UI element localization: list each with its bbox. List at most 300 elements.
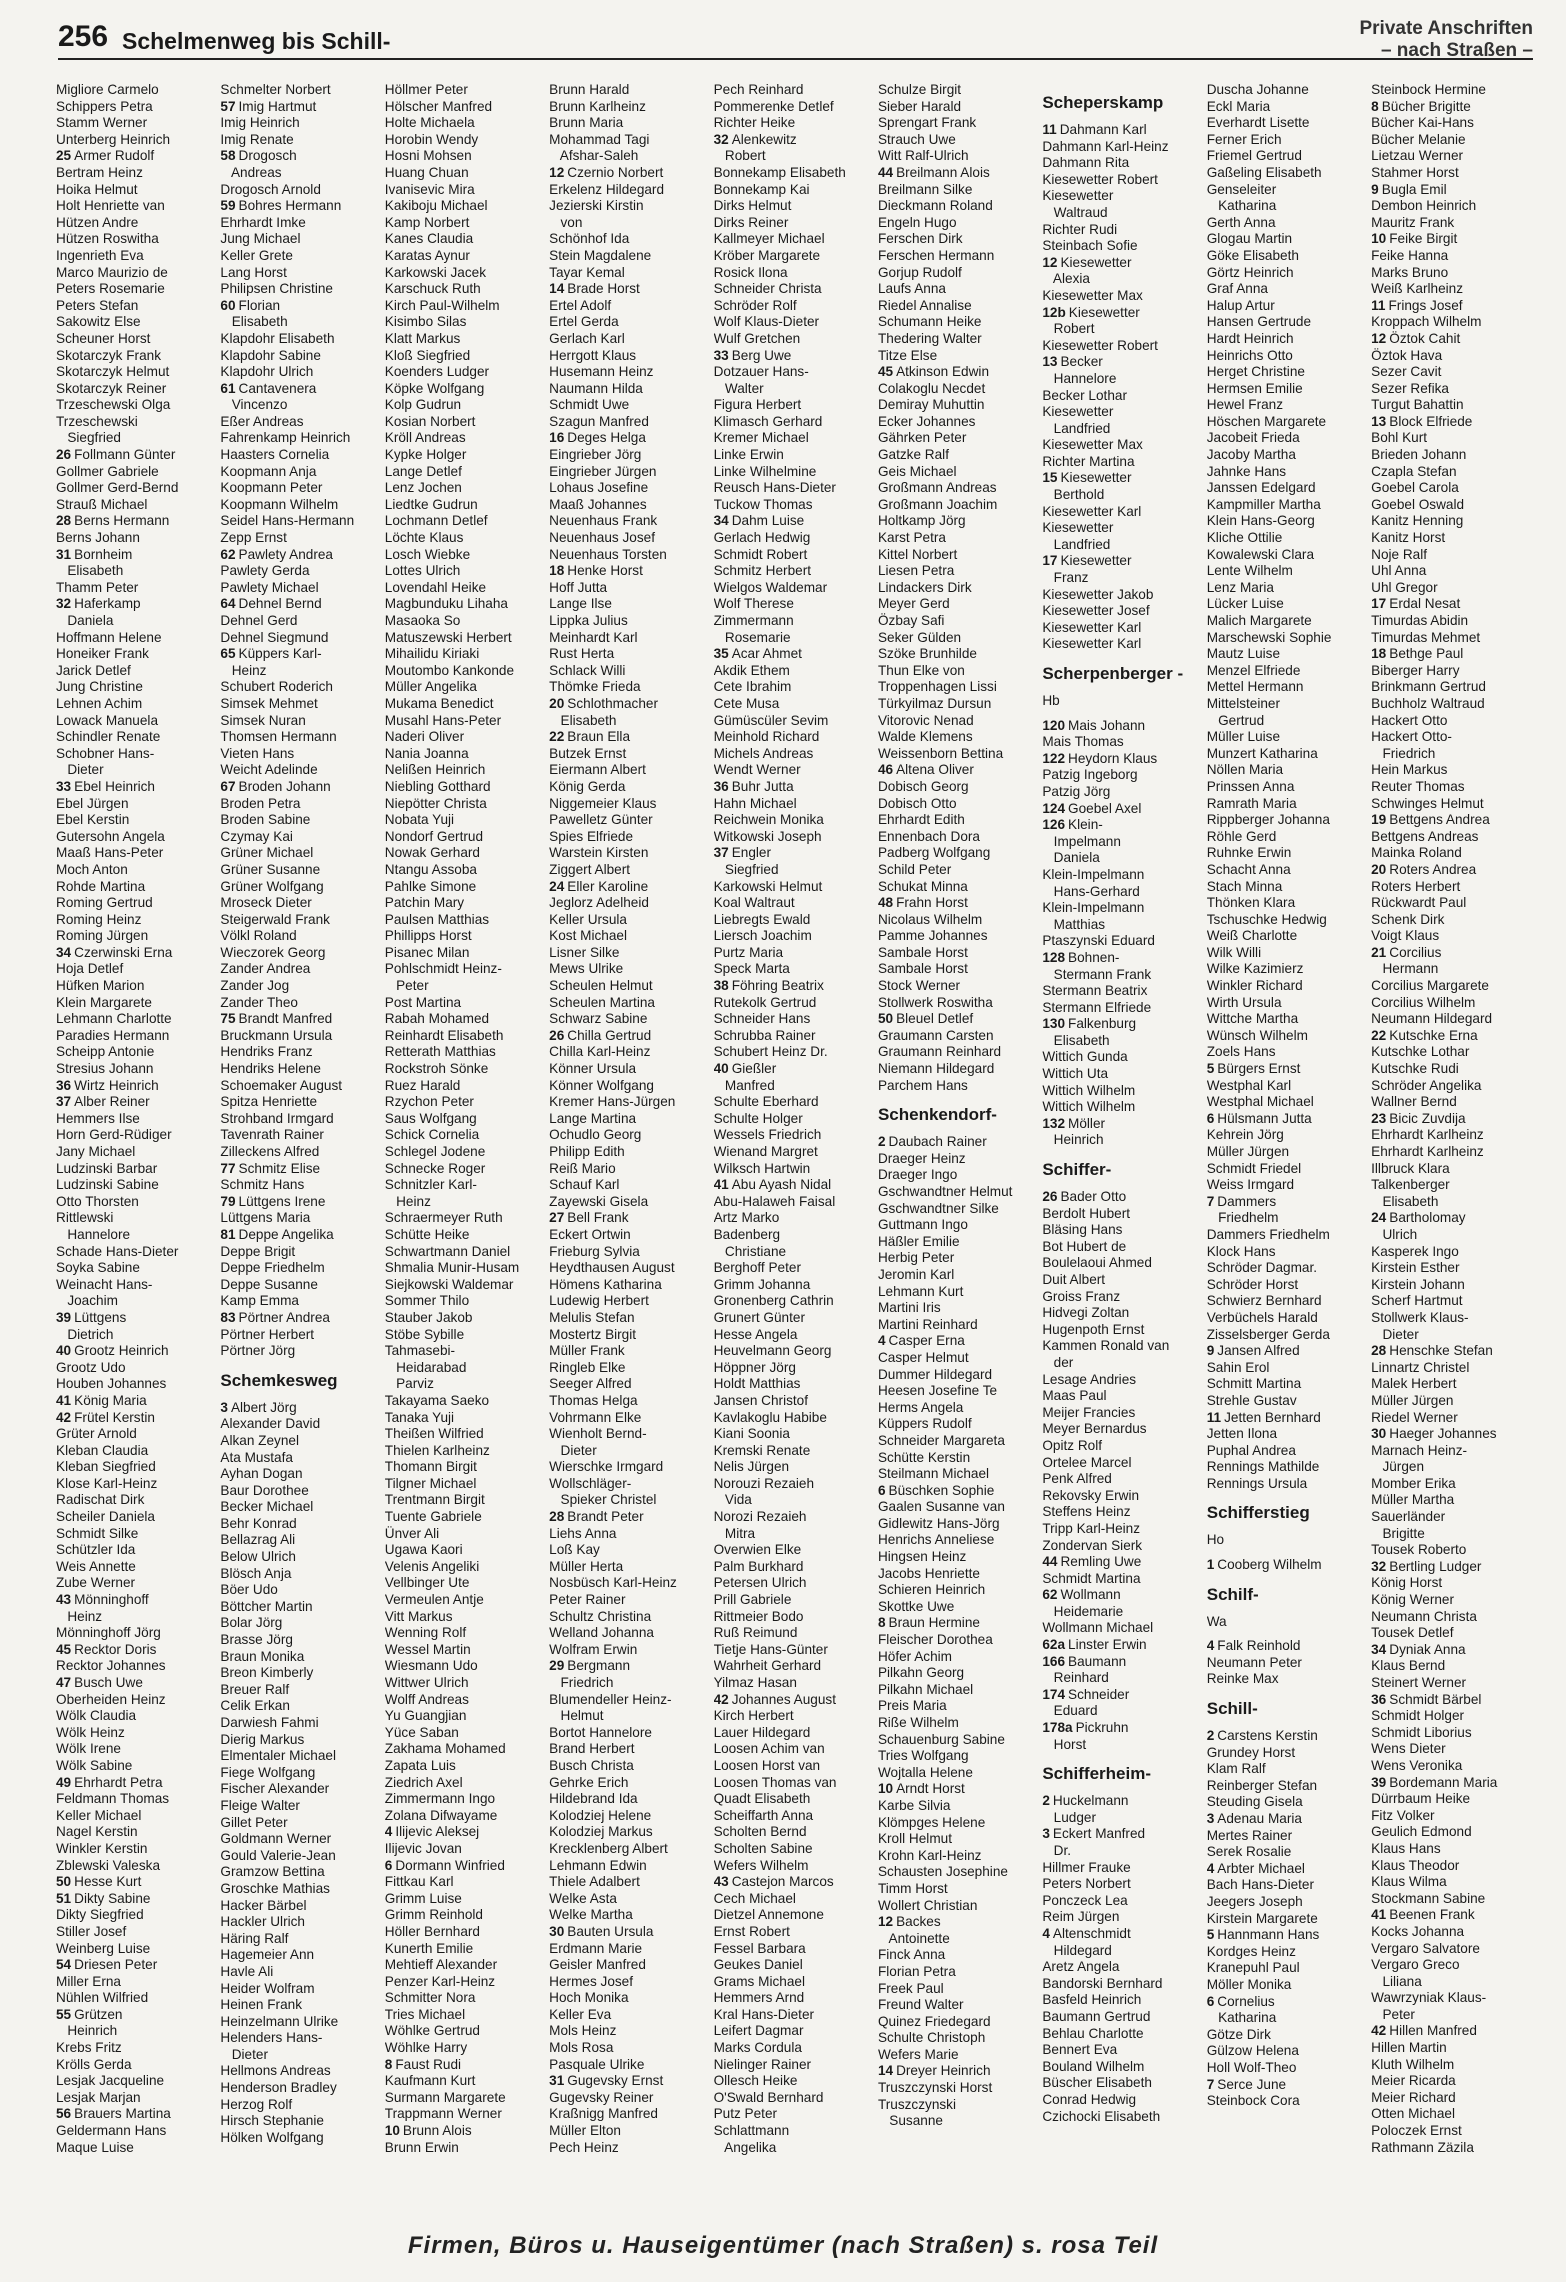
resident-name: Welke Asta [549, 1890, 617, 1906]
resident-entry [1371, 580, 1531, 597]
resident-entry [1371, 1675, 1531, 1692]
resident-name: Kleban Siegfried [56, 1459, 156, 1475]
resident-entry [1207, 99, 1367, 116]
resident-name: Ferner Erich [1206, 131, 1282, 147]
resident-name: Helenders Hans- [220, 2030, 323, 2046]
resident-entry [549, 1990, 709, 2007]
resident-name: Kiesewetter [1042, 188, 1114, 204]
resident-name: Feike Birgit [1389, 231, 1458, 247]
resident-entry [220, 1964, 380, 1981]
resident-entry [1371, 1791, 1531, 1808]
resident-name: Wienand Margret [713, 1144, 818, 1159]
resident-name: Lenz Maria [1206, 579, 1274, 595]
resident-name: Remling Uwe [1060, 1554, 1142, 1570]
resident-entry [549, 2140, 709, 2157]
resident-name: Simsek Mehmet [220, 695, 318, 711]
house-number: 19 [1371, 812, 1387, 828]
resident-name: Gronenberg Cathrin [713, 1293, 834, 1309]
resident-name: Steigerwald Frank [220, 911, 330, 927]
resident-name: Celik Erkan [220, 1698, 290, 1714]
resident-name: Kremski Renate [713, 1442, 811, 1458]
resident-entry [878, 1466, 1038, 1483]
resident-name: Everhardt Lisette [1206, 115, 1310, 131]
resident-entry [714, 879, 874, 896]
resident-entry [549, 148, 709, 165]
resident-name: Jany Michael [56, 1144, 136, 1159]
resident-entry [56, 1658, 216, 1675]
resident-entry [56, 1858, 216, 1875]
house-number: 21 [1371, 944, 1387, 960]
resident-entry [1042, 1488, 1202, 1505]
resident-name: Hesse Angela [713, 1326, 798, 1342]
resident-entry [878, 1217, 1038, 1234]
resident-name: Biberger Harry [1371, 662, 1460, 678]
resident-name: Spitza Henriette [220, 1094, 318, 1110]
resident-name: Peters Norbert [1042, 1876, 1131, 1892]
resident-entry [714, 1808, 874, 1825]
resident-entry [878, 298, 1038, 315]
resident-entry [385, 961, 545, 978]
resident-name: Tousek Detlef [1371, 1625, 1454, 1641]
resident-name: Rittmeier Bodo [713, 1608, 804, 1624]
resident-name: Titze Else [877, 347, 938, 363]
resident-name: Weissenborn Bettina [877, 745, 1004, 761]
resident-name: Neuenhaus Frank [549, 513, 658, 529]
resident-name: Schnecke Roger [384, 1160, 486, 1176]
resident-name: Hemmers Arnd [713, 1990, 805, 2006]
resident-entry [714, 1658, 874, 1675]
resident-entry [549, 1476, 709, 1493]
resident-name: Warstein Kirsten [549, 845, 649, 861]
resident-name: Stermann Elfriede [1042, 999, 1152, 1015]
resident-name: Baumann [1068, 1653, 1127, 1669]
resident-name: Siegfried [713, 861, 779, 877]
resident-name: Bettgens Andreas [1371, 828, 1479, 844]
resident-name: Dreyer Heinrich [896, 2063, 991, 2079]
resident-name: Husemann Heinz [549, 364, 654, 380]
resident-name: Philipsen Christine [220, 281, 333, 297]
house-number: 3 [220, 1399, 228, 1415]
resident-name: Schmitz Elise [238, 1160, 321, 1176]
house-number: 40 [56, 1343, 72, 1359]
resident-entry [1042, 2026, 1202, 2043]
resident-name: Reinhard [1042, 1670, 1109, 1686]
resident-entry [1371, 663, 1531, 680]
resident-entry [385, 1741, 545, 1758]
resident-name: Zimmermann [713, 613, 794, 628]
resident-name: Bennert Eva [1042, 2042, 1118, 2058]
resident-name: Brunn Alois [402, 2123, 472, 2139]
resident-name: Meyer Bernardus [1042, 1421, 1147, 1437]
resident-name: Bertling Ludger [1389, 1558, 1482, 1574]
resident-name: Kolp Gudrun [384, 397, 462, 413]
resident-name: König Horst [1371, 1575, 1443, 1591]
resident-name: Deppe Susanne [220, 1276, 318, 1292]
resident-entry [549, 1907, 709, 1924]
resident-name: Schneider Hans [713, 1011, 811, 1027]
resident-entry [714, 2007, 874, 2024]
resident-entry [1371, 1476, 1531, 1493]
resident-name: Zilleckens Alfred [220, 1144, 320, 1159]
resident-name: Schippers Petra [56, 98, 153, 114]
house-number: 30 [549, 1923, 565, 1939]
resident-entry [878, 215, 1038, 232]
resident-entry [714, 1824, 874, 1841]
resident-entry [714, 2073, 874, 2090]
resident-name: Stermann Beatrix [1042, 983, 1148, 999]
resident-name: Klein- [1068, 817, 1103, 833]
resident-entry [1207, 1078, 1367, 1095]
resident-entry [220, 1931, 380, 1948]
resident-name: Adenau Maria [1217, 1811, 1302, 1826]
resident-entry [549, 513, 709, 530]
resident-name: Berns Hermann [74, 513, 170, 529]
resident-entry [714, 696, 874, 713]
resident-entry [1042, 1206, 1202, 1223]
resident-entry [385, 1791, 545, 1808]
resident-entry [549, 530, 709, 547]
resident-entry [1371, 331, 1531, 348]
resident-entry [714, 1957, 874, 1974]
resident-name: Vellbinger Ute [384, 1575, 470, 1591]
resident-entry [385, 331, 545, 348]
resident-name: Gramzow Bettina [220, 1864, 325, 1880]
resident-entry [1371, 248, 1531, 265]
resident-name: Neumann Christa [1371, 1608, 1477, 1624]
resident-name: Behr Konrad [220, 1515, 297, 1531]
resident-name: Brauers Martina [74, 2106, 171, 2122]
resident-name: Witt Ralf-Ulrich [877, 148, 969, 164]
house-number: 45 [877, 364, 894, 380]
resident-name: Wilk Willi [1206, 944, 1262, 960]
resident-name: Klein-Impelmann [1042, 900, 1145, 916]
resident-entry [878, 2080, 1038, 2097]
resident-entry [1207, 1028, 1367, 1045]
resident-entry [56, 480, 216, 497]
resident-name: Conrad Hedwig [1042, 2091, 1137, 2107]
resident-name: Rzychon Peter [384, 1094, 474, 1110]
resident-name: Gschwandtner Helmut [877, 1184, 1013, 1199]
house-number: 39 [1371, 1774, 1387, 1790]
resident-entry [878, 1582, 1038, 1599]
resident-entry [714, 912, 874, 929]
resident-name: Jetten Ilona [1206, 1426, 1278, 1442]
house-number: 32 [713, 131, 729, 147]
resident-entry [549, 2106, 709, 2123]
resident-entry [56, 1725, 216, 1742]
resident-name: Reuter Thomas [1371, 778, 1465, 794]
resident-name: Stollwerk Roswitha [877, 994, 993, 1010]
resident-entry [1371, 397, 1531, 414]
resident-name: Goebel Oswald [1371, 496, 1465, 512]
resident-entry [1042, 1049, 1202, 1066]
resident-name: Fischer Alexander [220, 1781, 330, 1797]
resident-name: Lenz Jochen [384, 480, 462, 496]
resident-entry [56, 812, 216, 829]
resident-name: Häßler Emilie [877, 1233, 960, 1249]
resident-name: Mauritz Frank [1371, 214, 1455, 230]
resident-entry [1371, 1161, 1531, 1178]
resident-name: Maque Luise [56, 2139, 134, 2155]
resident-name: Steinbock Hermine [1371, 82, 1486, 97]
resident-name: Peter [384, 978, 429, 994]
resident-entry [714, 430, 874, 447]
resident-entry [385, 2123, 545, 2140]
resident-name: Weicht Adelinde [220, 762, 318, 778]
resident-entry [878, 729, 1038, 746]
resident-name: Schmidt Martina [1042, 1570, 1141, 1586]
house-number: 5 [1206, 1061, 1215, 1077]
page-title: Schelmenweg bis Schill- [122, 28, 391, 54]
resident-name: Spies Elfriede [549, 828, 634, 844]
resident-entry [714, 1343, 874, 1360]
resident-name: Czichocki Elisabeth [1042, 2108, 1161, 2124]
resident-entry [714, 580, 874, 597]
resident-name: Schröder Rolf [713, 297, 797, 313]
resident-entry [385, 2057, 545, 2074]
resident-name: Czymay Kai [220, 828, 293, 844]
resident-entry [549, 132, 709, 149]
house-number: 27 [549, 1210, 565, 1226]
resident-name: Reim Jürgen [1042, 1909, 1120, 1925]
resident-name: Lauer Hildegard [713, 1724, 811, 1740]
resident-name: Zakhama Mohamed [384, 1741, 506, 1757]
house-number: 6 [1206, 1993, 1215, 2009]
resident-name: Friemel Gertrud [1206, 148, 1302, 164]
resident-entry [1042, 801, 1202, 818]
resident-name: Karschuck Ruth [384, 281, 481, 297]
resident-entry [1207, 1011, 1367, 1028]
resident-name: Richter Heike [713, 115, 796, 131]
resident-name: Otten Michael [1371, 2106, 1455, 2122]
resident-name: Yu Guangjian [384, 1708, 467, 1724]
resident-name: Gehrke Erich [549, 1774, 629, 1790]
resident-entry [1042, 1305, 1202, 1322]
resident-name: Karst Petra [877, 530, 946, 546]
resident-name: Heidarabad [384, 1359, 467, 1375]
resident-name: Brandt Manfred [238, 1011, 333, 1027]
resident-name: Wefers Marie [877, 2046, 959, 2062]
resident-entry [56, 1824, 216, 1841]
resident-name: Timurdas Abidin [1371, 613, 1469, 628]
resident-name: Friedrich [1371, 745, 1436, 761]
resident-name: Böttcher Martin [220, 1598, 313, 1614]
resident-entry [714, 464, 874, 481]
resident-name: Losch Wiebke [384, 546, 471, 562]
resident-entry [1207, 1476, 1367, 1493]
resident-name: Bartholomay [1389, 1210, 1466, 1226]
resident-entry [549, 2090, 709, 2107]
resident-entry [220, 148, 380, 165]
resident-name: Pech Heinz [549, 2139, 619, 2155]
directory-column [878, 82, 1042, 2232]
resident-name: Arndt Horst [896, 1781, 965, 1797]
resident-entry [878, 646, 1038, 663]
resident-entry [1207, 265, 1367, 282]
resident-entry [549, 1293, 709, 1310]
resident-entry [220, 1111, 380, 1128]
resident-entry [1042, 570, 1202, 587]
resident-entry [1042, 1687, 1202, 1704]
resident-entry [714, 796, 874, 813]
resident-name: Köpke Wolfgang [384, 380, 485, 396]
resident-entry [220, 1011, 380, 1028]
resident-entry [714, 348, 874, 365]
resident-name: Schauf Karl [549, 1177, 620, 1193]
resident-name: Scheiffarth Anna [713, 1807, 814, 1823]
resident-name: Arbter Michael [1217, 1860, 1305, 1876]
resident-entry [878, 1367, 1038, 1384]
resident-entry [1371, 1028, 1531, 1045]
resident-name: Pisanec Milan [384, 944, 470, 960]
resident-name: Christiane [713, 1243, 787, 1259]
resident-entry [714, 2023, 874, 2040]
resident-name: Wittich Wilhelm [1042, 1082, 1136, 1098]
resident-entry [1371, 1692, 1531, 1709]
resident-entry [1371, 1658, 1531, 1675]
resident-entry [549, 82, 709, 99]
house-number: 8 [877, 1615, 886, 1631]
resident-name: Janssen Edelgard [1206, 480, 1316, 496]
resident-name: Norouzi Rezaieh [713, 1475, 815, 1491]
resident-entry [220, 1327, 380, 1344]
resident-entry [1207, 746, 1367, 763]
resident-entry [1371, 2007, 1531, 2024]
resident-entry [714, 1393, 874, 1410]
resident-entry [878, 995, 1038, 1012]
resident-entry [549, 1111, 709, 1128]
resident-name: Riße Wilhelm [877, 1715, 959, 1730]
resident-entry [1042, 636, 1202, 653]
resident-entry [878, 1350, 1038, 1367]
resident-entry [56, 231, 216, 248]
resident-name: Glogau Martin [1206, 231, 1293, 247]
resident-name: Hingsen Heinz [877, 1549, 967, 1565]
resident-entry [714, 1327, 874, 1344]
resident-name: Dahmann Karl-Heinz [1042, 138, 1169, 154]
resident-entry [549, 713, 709, 730]
resident-entry [56, 381, 216, 398]
house-number: 31 [549, 2073, 565, 2089]
resident-entry [549, 497, 709, 514]
resident-entry [1207, 762, 1367, 779]
resident-entry [385, 1874, 545, 1891]
resident-entry [1207, 596, 1367, 613]
resident-entry [56, 796, 216, 813]
resident-entry [1042, 917, 1202, 934]
resident-name: Berghoff Peter [713, 1260, 801, 1276]
resident-entry [1207, 630, 1367, 647]
resident-name: Joachim [56, 1293, 118, 1309]
resident-entry [220, 447, 380, 464]
resident-entry [1371, 1360, 1531, 1377]
resident-name: Pawlety Michael [220, 579, 319, 595]
resident-entry [878, 1599, 1038, 1616]
resident-name: Linke Erwin [713, 447, 784, 463]
resident-name: Heinrich [56, 2023, 118, 2039]
resident-entry [220, 115, 380, 132]
resident-entry [1371, 82, 1531, 99]
resident-entry [56, 1011, 216, 1028]
resident-entry [549, 447, 709, 464]
resident-name: Keller Grete [220, 247, 293, 263]
resident-entry [1371, 1044, 1531, 1061]
resident-entry [714, 82, 874, 99]
resident-entry [220, 2047, 380, 2064]
resident-entry [549, 1642, 709, 1659]
resident-entry [549, 1592, 709, 1609]
resident-entry [549, 231, 709, 248]
resident-name: Kiani Soonia [713, 1426, 790, 1442]
resident-entry [714, 2040, 874, 2057]
resident-name: Schukat Minna [877, 878, 968, 894]
resident-entry [1207, 513, 1367, 530]
resident-name: Chilla Gertrud [567, 1027, 652, 1043]
house-number: 166 [1042, 1653, 1066, 1669]
resident-name: Brasse Jörg [220, 1632, 293, 1648]
resident-name: Gerlach Karl [549, 330, 625, 346]
resident-entry [714, 1410, 874, 1427]
house-number: 7 [1206, 1193, 1215, 1209]
resident-entry [56, 364, 216, 381]
resident-entry [1207, 1671, 1367, 1688]
resident-name: Thedering Walter [877, 330, 982, 346]
resident-entry [1042, 1405, 1202, 1422]
resident-entry [1371, 563, 1531, 580]
resident-entry [878, 1981, 1038, 1998]
resident-entry [220, 613, 380, 630]
resident-entry [549, 1061, 709, 1078]
resident-entry [1207, 1210, 1367, 1227]
resident-name: Turgut Bahattin [1371, 397, 1464, 413]
resident-name: Roming Gertrud [56, 895, 153, 911]
resident-entry [1371, 1492, 1531, 1509]
resident-entry [1207, 1911, 1367, 1928]
resident-entry [1207, 215, 1367, 232]
resident-entry [220, 1864, 380, 1881]
resident-name: Grüter Arnold [56, 1426, 137, 1442]
resident-entry [56, 1808, 216, 1825]
resident-name: Scherf Hartmut [1371, 1293, 1463, 1309]
resident-entry [220, 1815, 380, 1832]
resident-name: Thamm Peter [56, 579, 139, 595]
resident-name: Trappmann Werner [384, 2106, 502, 2122]
resident-entry [385, 1260, 545, 1277]
resident-name: Bach Hans-Dieter [1206, 1877, 1315, 1893]
resident-name: Müller Herta [549, 1558, 624, 1574]
resident-entry [1042, 1926, 1202, 1943]
resident-name: Putz Peter [713, 2106, 778, 2122]
resident-name: Ludewig Herbert [549, 1293, 649, 1309]
resident-name: Holtkamp Jörg [877, 513, 966, 529]
resident-name: Timm Horst [877, 1880, 948, 1896]
resident-name: Vermeulen Antje [384, 1592, 484, 1608]
house-number: 36 [56, 1077, 72, 1093]
resident-entry [1042, 1521, 1202, 1538]
resident-entry [385, 1376, 545, 1393]
resident-entry [1371, 978, 1531, 995]
resident-entry [1207, 1293, 1367, 1310]
street-heading: Schifferheim- [1042, 1764, 1151, 1784]
resident-entry [56, 779, 216, 796]
resident-name: Scheiler Daniela [56, 1509, 155, 1525]
resident-name: Scholten Sabine [713, 1840, 813, 1856]
resident-entry [56, 1559, 216, 1576]
resident-entry [1371, 480, 1531, 497]
resident-name: Mols Heinz [549, 2023, 617, 2039]
resident-name: Imig Heinrich [220, 115, 300, 131]
resident-entry [385, 829, 545, 846]
